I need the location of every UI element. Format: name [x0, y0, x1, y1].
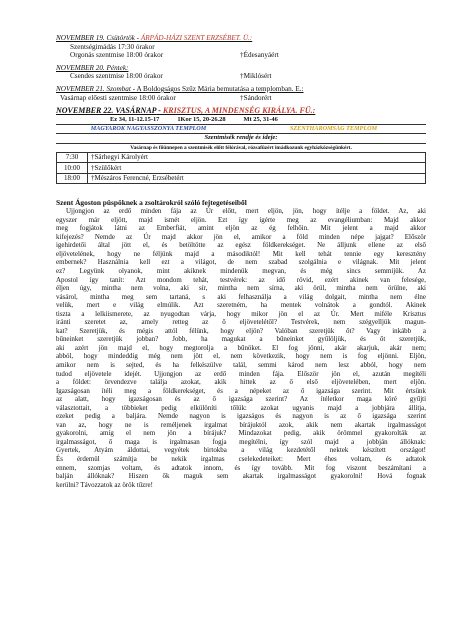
- mass-time: 10:00: [57, 163, 88, 174]
- mass-intention: †Miklósért: [240, 72, 272, 81]
- sermon-line: gyakorolni, amíg el nem jön a bírájuk? Mindazokat pedig, akik örömmel gyakorolták az: [56, 429, 426, 438]
- sermon-body: [56, 207, 426, 489]
- mass-intention: †Édesanyáért: [240, 51, 279, 60]
- feast-name: ÁRPÁD-HÁZI SZENT ERZSÉBET. Ü.:: [140, 34, 253, 42]
- table-row: [57, 173, 426, 184]
- sermon-line: ennem, szomjas voltam, és adtatok innom, és így tovább. Mit fog viszont beszámítani a: [56, 463, 426, 472]
- sermon-line: amikor nem is sejted, és ha felkészülve talál, semmi károd nem lesz abból, hogy nem: [56, 361, 426, 369]
- sermon-line: eljövetelének, hogy ne féljünk majd a másodiktól! Mit kell tehát tennie egy keresztény: [56, 249, 426, 258]
- sermon-line: kifejezés? Nemde az Úr majd akkor jön el, amikor a föld minden népe jajgat? Először: [56, 232, 426, 241]
- sermon-line: egyszer már eljött, majd ismét eljön. Ezt így ígérte meg az evangéliumban: Majd akkor: [56, 215, 426, 224]
- sermon-line: abból, hogy mindeddig még nem jött el, nem következik, hogy nem is fog eljönni. Eljön,: [56, 352, 426, 361]
- sermon-line: aki azért jön majd el, hogy megtorolja a bűnöket. El fog jönni, akár akarjuk, akár nem;: [56, 343, 426, 352]
- service-line: [56, 72, 426, 81]
- day-heading: [56, 85, 426, 94]
- sermon-line: embernek? Használnia kell ezt a világot, de nem szabad szolgálnia e világnak. Mit jelent: [56, 258, 426, 267]
- service-name: Szentségimádás 17:30 órakor: [70, 42, 155, 51]
- sunday-feast: KRISZTUS, A MINDENSÉG KIRÁLYA. FÜ.:: [162, 106, 316, 116]
- sermon-line: tudod eljövetele idejét. Ujjongjon az erdő minden fája. Először jön el, azután megítéli: [56, 369, 426, 378]
- sunday-section: [56, 106, 426, 184]
- sermon-line: Apostol így tanít: Azt mondom tehát, testvérek: az idő rövid, ezért akinek van felesége,: [56, 275, 426, 284]
- service-name: Csendes szentmise 18:00 órakor: [70, 72, 163, 81]
- sermon-line: És érdemül számítja be nekik irgalmas cselekedeteiket: Mert éhes voltam, és adtatok: [56, 455, 426, 464]
- reading-2: 1Kor 15, 20-26.28: [177, 116, 226, 124]
- mass-time: 18:00: [57, 173, 88, 184]
- sermon-line: ez? Legyünk olyanok, mint akiknek mindenük megvan, és még sincs semmijük. Az: [56, 266, 426, 275]
- bulletin-page: [56, 34, 426, 489]
- sermon-line: ezeket pedig a baljára. Nemde nagyon is igazságos és nagyon is az ő igazsága szerint: [56, 412, 426, 421]
- mass-intention: †Sárhegyi Károlyért: [88, 152, 426, 163]
- sermon-line: Igazságosan ítéli meg a földkerekséget, és a népeket az ő igazsága szerint. Mit értsünk: [56, 386, 426, 395]
- sunday-heading: NOVEMBER 22. VASÁRNAP - KRISZTUS, A MINDENSÉG KIRÁLYA. FÜ.:: [56, 106, 316, 116]
- service-line: [56, 43, 426, 52]
- day-date: NOVEMBER 19. Csütörtök: [56, 34, 135, 42]
- sermon-line: iránti szeretet az, amely retteg az ő eljövetelétől? Testvérek, nem szégyelljük magun-: [56, 318, 426, 327]
- sermon-line: az alatt, hogy igazságosan és az ő igazsága szerint? Az ítéletkor maga köré gyűjti: [56, 395, 426, 404]
- sermon-line: balján állóknak? Hiszen ők maguk sem akartak irgalmasságot gyakorolni! Hová fognak: [56, 472, 426, 481]
- rosary-note: Vasárnap és főünnepen a szentmisék előtt félórával, rózsafüzért imádkozunk egyházközségünkért.: [130, 144, 352, 151]
- reading-3: Mt 25, 31-46: [243, 116, 278, 124]
- mass-intention: †Sándorért: [240, 93, 272, 102]
- sermon-line: választottait, a többieket pedig elkülöníti tőlük: azokat ugyanis majd a jobbjára állítja,: [56, 403, 426, 412]
- mass-time: 7:30: [57, 152, 88, 163]
- mass-intention: †Szülőkért: [88, 163, 426, 174]
- day-entry: [56, 34, 426, 60]
- sermon-line: Ujjongjon az erdő minden fája az Úr előtt, mert eljön, jön, hogy ítélje a földet. Az, aki: [66, 207, 426, 216]
- mass-intention: †Mészáros Ferencné, Erzsébetért: [88, 173, 426, 184]
- church-header: [56, 124, 426, 134]
- day-entry: [56, 85, 426, 102]
- day-date: NOVEMBER 21. Szombat: [56, 84, 131, 93]
- service-name: Vasárnap előesti szentmise 18:00 órakor: [60, 93, 176, 102]
- day-heading: NOVEMBER 19. Csütörtök - ÁRPÁD-HÁZI SZENT ERZSÉBET. Ü.:: [56, 34, 253, 42]
- reading-1: Ez 34, 11-12.15-17: [110, 116, 160, 124]
- service-line: [56, 51, 426, 60]
- sermon-title: Szent Ágoston püspöknek a zsoltárokról szóló fejtegetéseiből: [56, 198, 247, 208]
- sermon-line: bűneinket szeretjük jobban? Jobb, ha magukat a bűneinket gyűlöljük, és őt szeretjük,: [56, 335, 426, 344]
- feast-name: - A Boldogságos Szűz Mária bemutatása a templomban. E.:: [130, 84, 304, 93]
- day-heading: [56, 64, 426, 73]
- sermon-line: tiszta a lelkiismerete, az nyugodtan várja, hogy mikor jön el az Úr. Mert miféle Krisztus: [56, 309, 426, 318]
- church-right: SZENTHÁROMSÁG TEMPLOM: [289, 125, 378, 133]
- sermon-line: kerülni? Távozzatok az örök tűzre!: [56, 480, 153, 489]
- sermon-line: van az, hogy ne is reméljenek irgalmat bírájuktól azok, akik nem akartak irgalmasságot: [56, 420, 426, 429]
- readings-row: [56, 116, 426, 124]
- sermon-line: meg fogjátok látni az Emberfiát, amint eljön az ég felhőin. Mit jelent a majd akkor: [56, 224, 426, 233]
- mass-table: [56, 152, 426, 185]
- sermon-line: vásárol, mintha meg sem tartaná, s aki felhasználja a világ dolgait, mintha nem élne: [56, 292, 426, 301]
- sermon-line: a földet: örvendezve találja azokat, akik hittek az ő első eljövetelében, mert eljön.: [56, 378, 426, 387]
- day-entry: [56, 64, 426, 81]
- table-row: [57, 163, 426, 174]
- church-left: MAGYAROK NAGYASSZONYA TEMPLOM: [90, 125, 207, 133]
- service-name: Orgonás szentmise 18:00 órakor: [70, 51, 164, 60]
- sunday-date: NOVEMBER 22. VASÁRNAP: [56, 106, 157, 116]
- schedule-title: Szentmisék rendje és ideje:: [56, 134, 426, 144]
- sermon-line: irgalmasságot, ő maga is irgalmasan fogja megítélni, így szól majd a jobbján állóknak:: [56, 437, 426, 446]
- sermon-line: igehirdetői által jött el, és betöltötte az egész földkerekséget. Ne álljunk ellene az első: [56, 241, 426, 250]
- sermon-line: Gyertek, Atyám áldottai, vegyétek birtokba a világ kezdetétől nektek készített országot!: [56, 446, 426, 455]
- sermon-line: kat? Szeretjük, és mégis attól félünk, hogy eljön? Valóban szeretjük őt? Vagy inkább a: [56, 326, 426, 335]
- day-date: NOVEMBER 20. Péntek:: [56, 63, 129, 72]
- service-line: [56, 94, 426, 103]
- table-row: [57, 152, 426, 163]
- sermon-line: velük, mert e világ elmúlik. Azt szeretném, ha mentek volnátok a gondtól. Akinek: [56, 301, 426, 310]
- sermon-line: éljen úgy, mintha nem volna, aki sír, mintha nem sírna, aki örül, mintha nem örülne, aki: [56, 284, 426, 293]
